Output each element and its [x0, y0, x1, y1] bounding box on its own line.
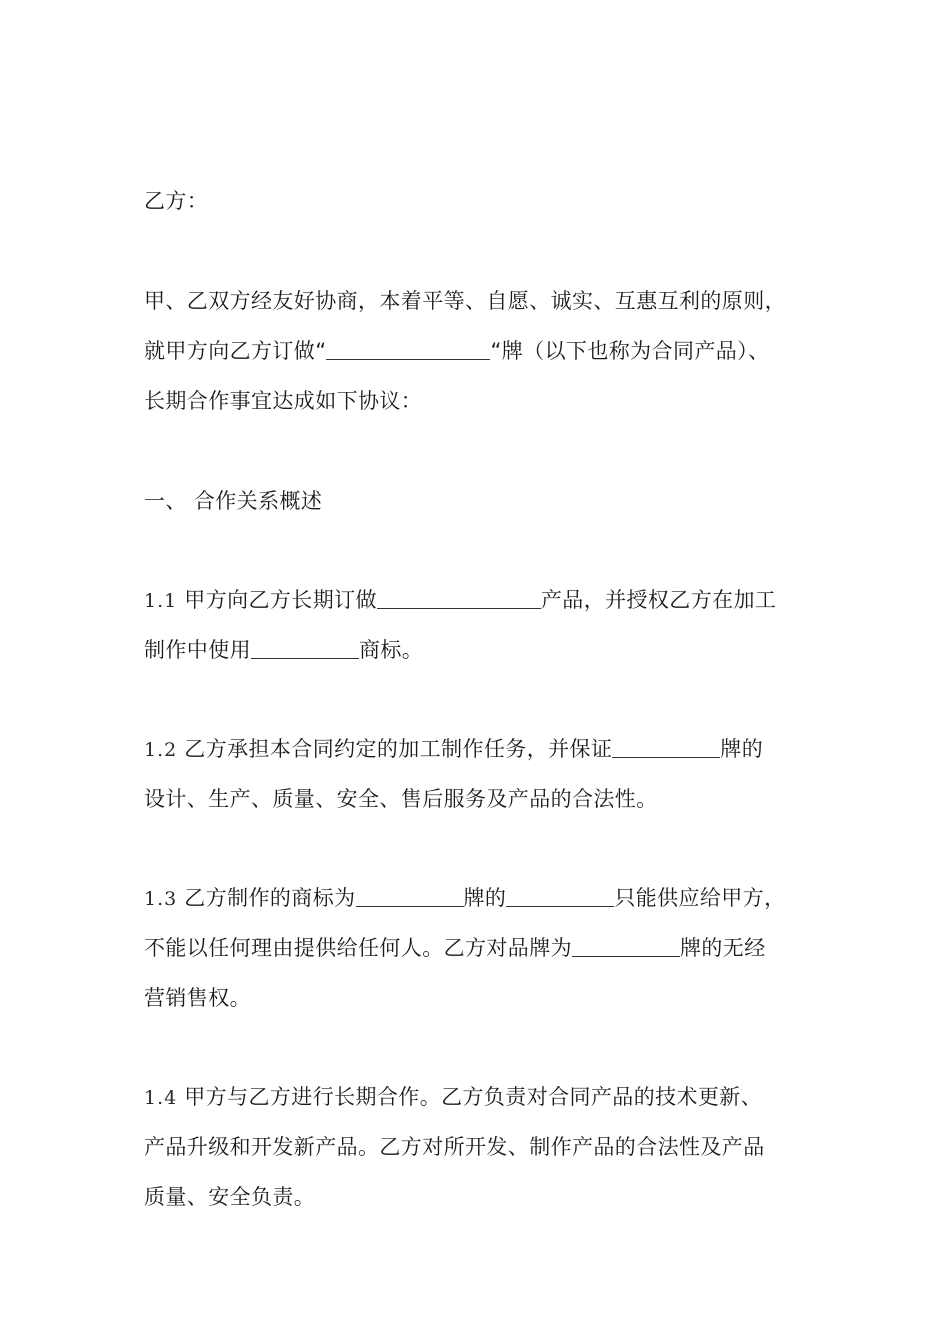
- clause-1-3-line-1: 1.3 乙方制作的商标为 牌的 只能供应给甲方，: [144, 886, 786, 910]
- clause-1-4-line-1: 1.4 甲方与乙方进行长期合作。乙方负责对合同产品的技术更新、: [144, 1085, 763, 1109]
- brand-blank: [326, 339, 490, 360]
- clause-1-3-line-2: 不能以任何理由提供给任何人。乙方对品牌为 牌的无经: [144, 936, 766, 960]
- clause-number: 1.1: [144, 590, 178, 612]
- clause-number: 1.2: [144, 739, 178, 761]
- trademark-blank: [356, 886, 464, 907]
- trademark-blank: [251, 638, 359, 659]
- section-heading: 一、 合作关系概述: [144, 489, 323, 513]
- clause-number: 1.4: [144, 1087, 178, 1109]
- clause-1-4-line-2: 产品升级和开发新产品。乙方对所开发、制作产品的合法性及产品: [144, 1135, 765, 1159]
- clause-1-2-line-1: 1.2 乙方承担本合同约定的加工制作任务，并保证 牌的: [144, 737, 764, 761]
- product-blank: [506, 886, 614, 907]
- brand-blank: [572, 936, 680, 957]
- clause-1-1-line-1: 1.1 甲方向乙方长期订做 产品，并授权乙方在加工: [144, 588, 777, 612]
- clause-1-2-line-2: 设计、生产、质量、安全、售后服务及产品的合法性。: [144, 787, 658, 811]
- clause-1-4-line-3: 质量、安全负责。: [144, 1185, 316, 1209]
- clause-number: 1.3: [144, 888, 178, 910]
- product-blank: [377, 588, 541, 609]
- intro-line-1: 甲、乙双方经友好协商，本着平等、自愿、诚实、互惠互利的原则，: [144, 289, 786, 313]
- clause-1-1-line-2: 制作中使用 商标。: [144, 638, 424, 662]
- clause-1-3-line-3: 营销售权。: [144, 986, 251, 1010]
- intro-line-3: 长期合作事宜达成如下协议：: [144, 389, 423, 413]
- brand-blank: [612, 737, 720, 758]
- intro-line-2: 就甲方向乙方订做“ “牌（以下也称为合同产品）、: [144, 339, 770, 363]
- party-b-label: 乙方：: [144, 189, 209, 213]
